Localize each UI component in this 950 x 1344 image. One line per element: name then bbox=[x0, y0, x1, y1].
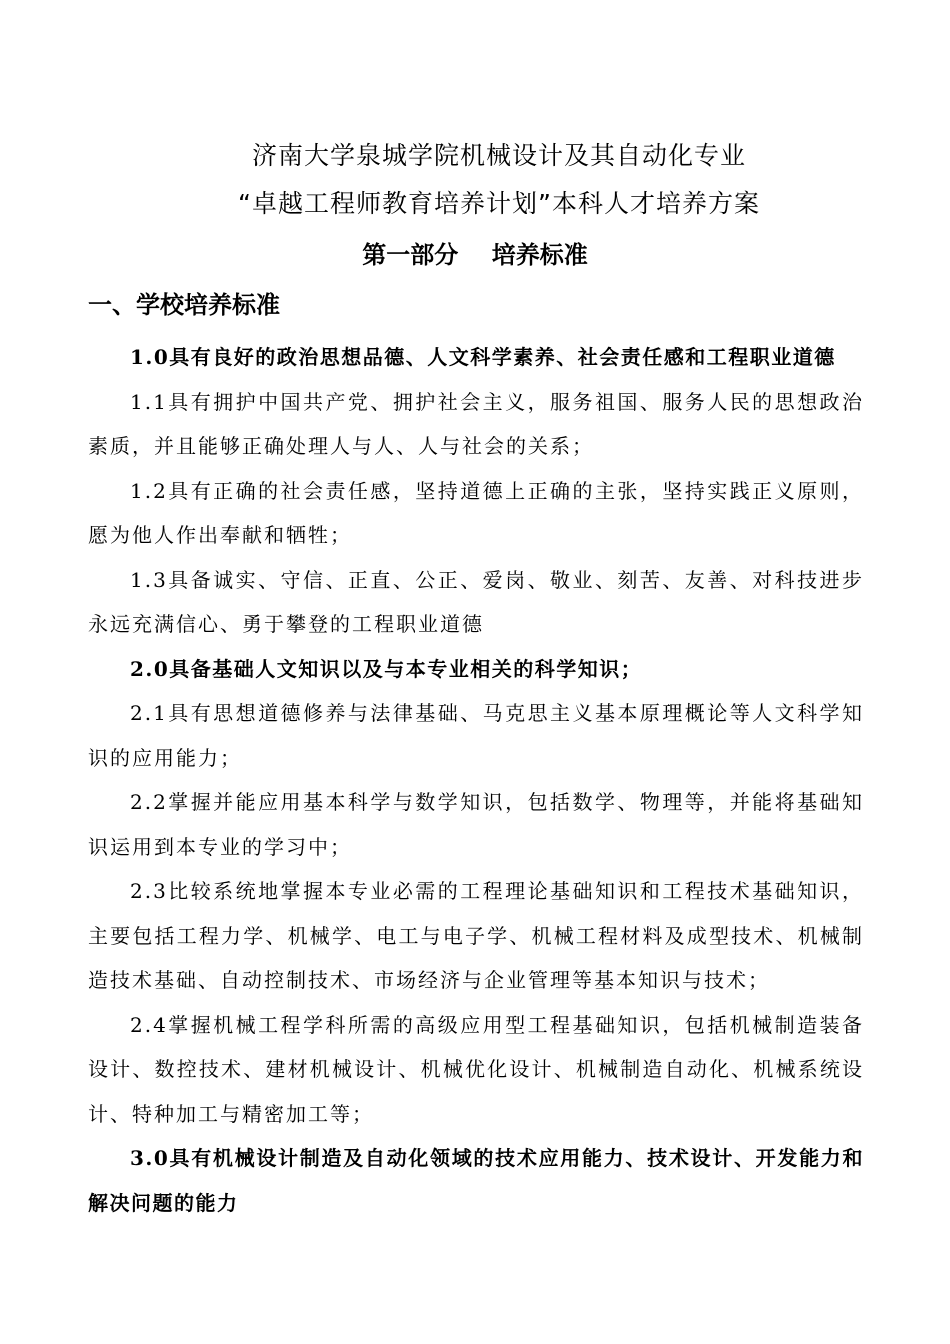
section-heading: 一、学校培养标准 bbox=[88, 291, 280, 319]
paragraph-2-2: 2.2掌握并能应用基本科学与数学知识，包括数学、物理等，并能将基础知识运用到本专业的学习中； bbox=[88, 790, 864, 859]
paragraph-2-0: 2.0具备基础人文知识以及与本专业相关的科学知识； bbox=[130, 656, 643, 681]
paragraph-1-1: 1.1具有拥护中国共产党、拥护社会主义，服务祖国、服务人民的思想政治素质，并且能够正确处理人与人、人与社会的关系； bbox=[88, 389, 864, 458]
paragraph-2-1: 2.1具有思想道德修养与法律基础、马克思主义基本原理概论等人文科学知识的应用能力； bbox=[88, 701, 864, 770]
paragraph-1-0: 1.0具有良好的政治思想品德、人文科学素养、社会责任感和工程职业道德 bbox=[130, 345, 836, 369]
paragraph-1-3: 1.3具备诚实、守信、正直、公正、爱岗、敬业、刻苦、友善、对科技进步永远充满信心、勇于攀登的工程职业道德 bbox=[88, 567, 864, 636]
document-body bbox=[88, 335, 864, 1225]
part-heading: 第一部分 培养标准 bbox=[362, 241, 588, 269]
paragraph-2-4: 2.4掌握机械工程学科所需的高级应用型工程基础知识，包括机械制造装备设计、数控技术、建材机械设计、机械优化设计、机械制造自动化、机械系统设计、特种加工与精密加工等； bbox=[88, 1012, 864, 1126]
paragraph-2-3: 2.3比较系统地掌握本专业必需的工程理论基础知识和工程技术基础知识，主要包括工程力学、机械学、电工与电子学、机械工程材料及成型技术、机械制造技术基础、自动控制技术、市场经济与企业管理等基本知识与技术； bbox=[88, 879, 864, 992]
document-title-line-1: 济南大学泉城学院机械设计及其自动化专业 bbox=[251, 141, 746, 170]
paragraph-1-2: 1.2具有正确的社会责任感，坚持道德上正确的主张，坚持实践正义原则，愿为他人作出奉献和牺牲； bbox=[88, 478, 864, 547]
document-title-line-2: “卓越工程师教育培养计划”本科人才培养方案 bbox=[238, 189, 760, 218]
paragraph-3-0: 3.0具有机械设计制造及自动化领域的技术应用能力、技术设计、开发能力和解决问题的能力 bbox=[88, 1146, 864, 1215]
